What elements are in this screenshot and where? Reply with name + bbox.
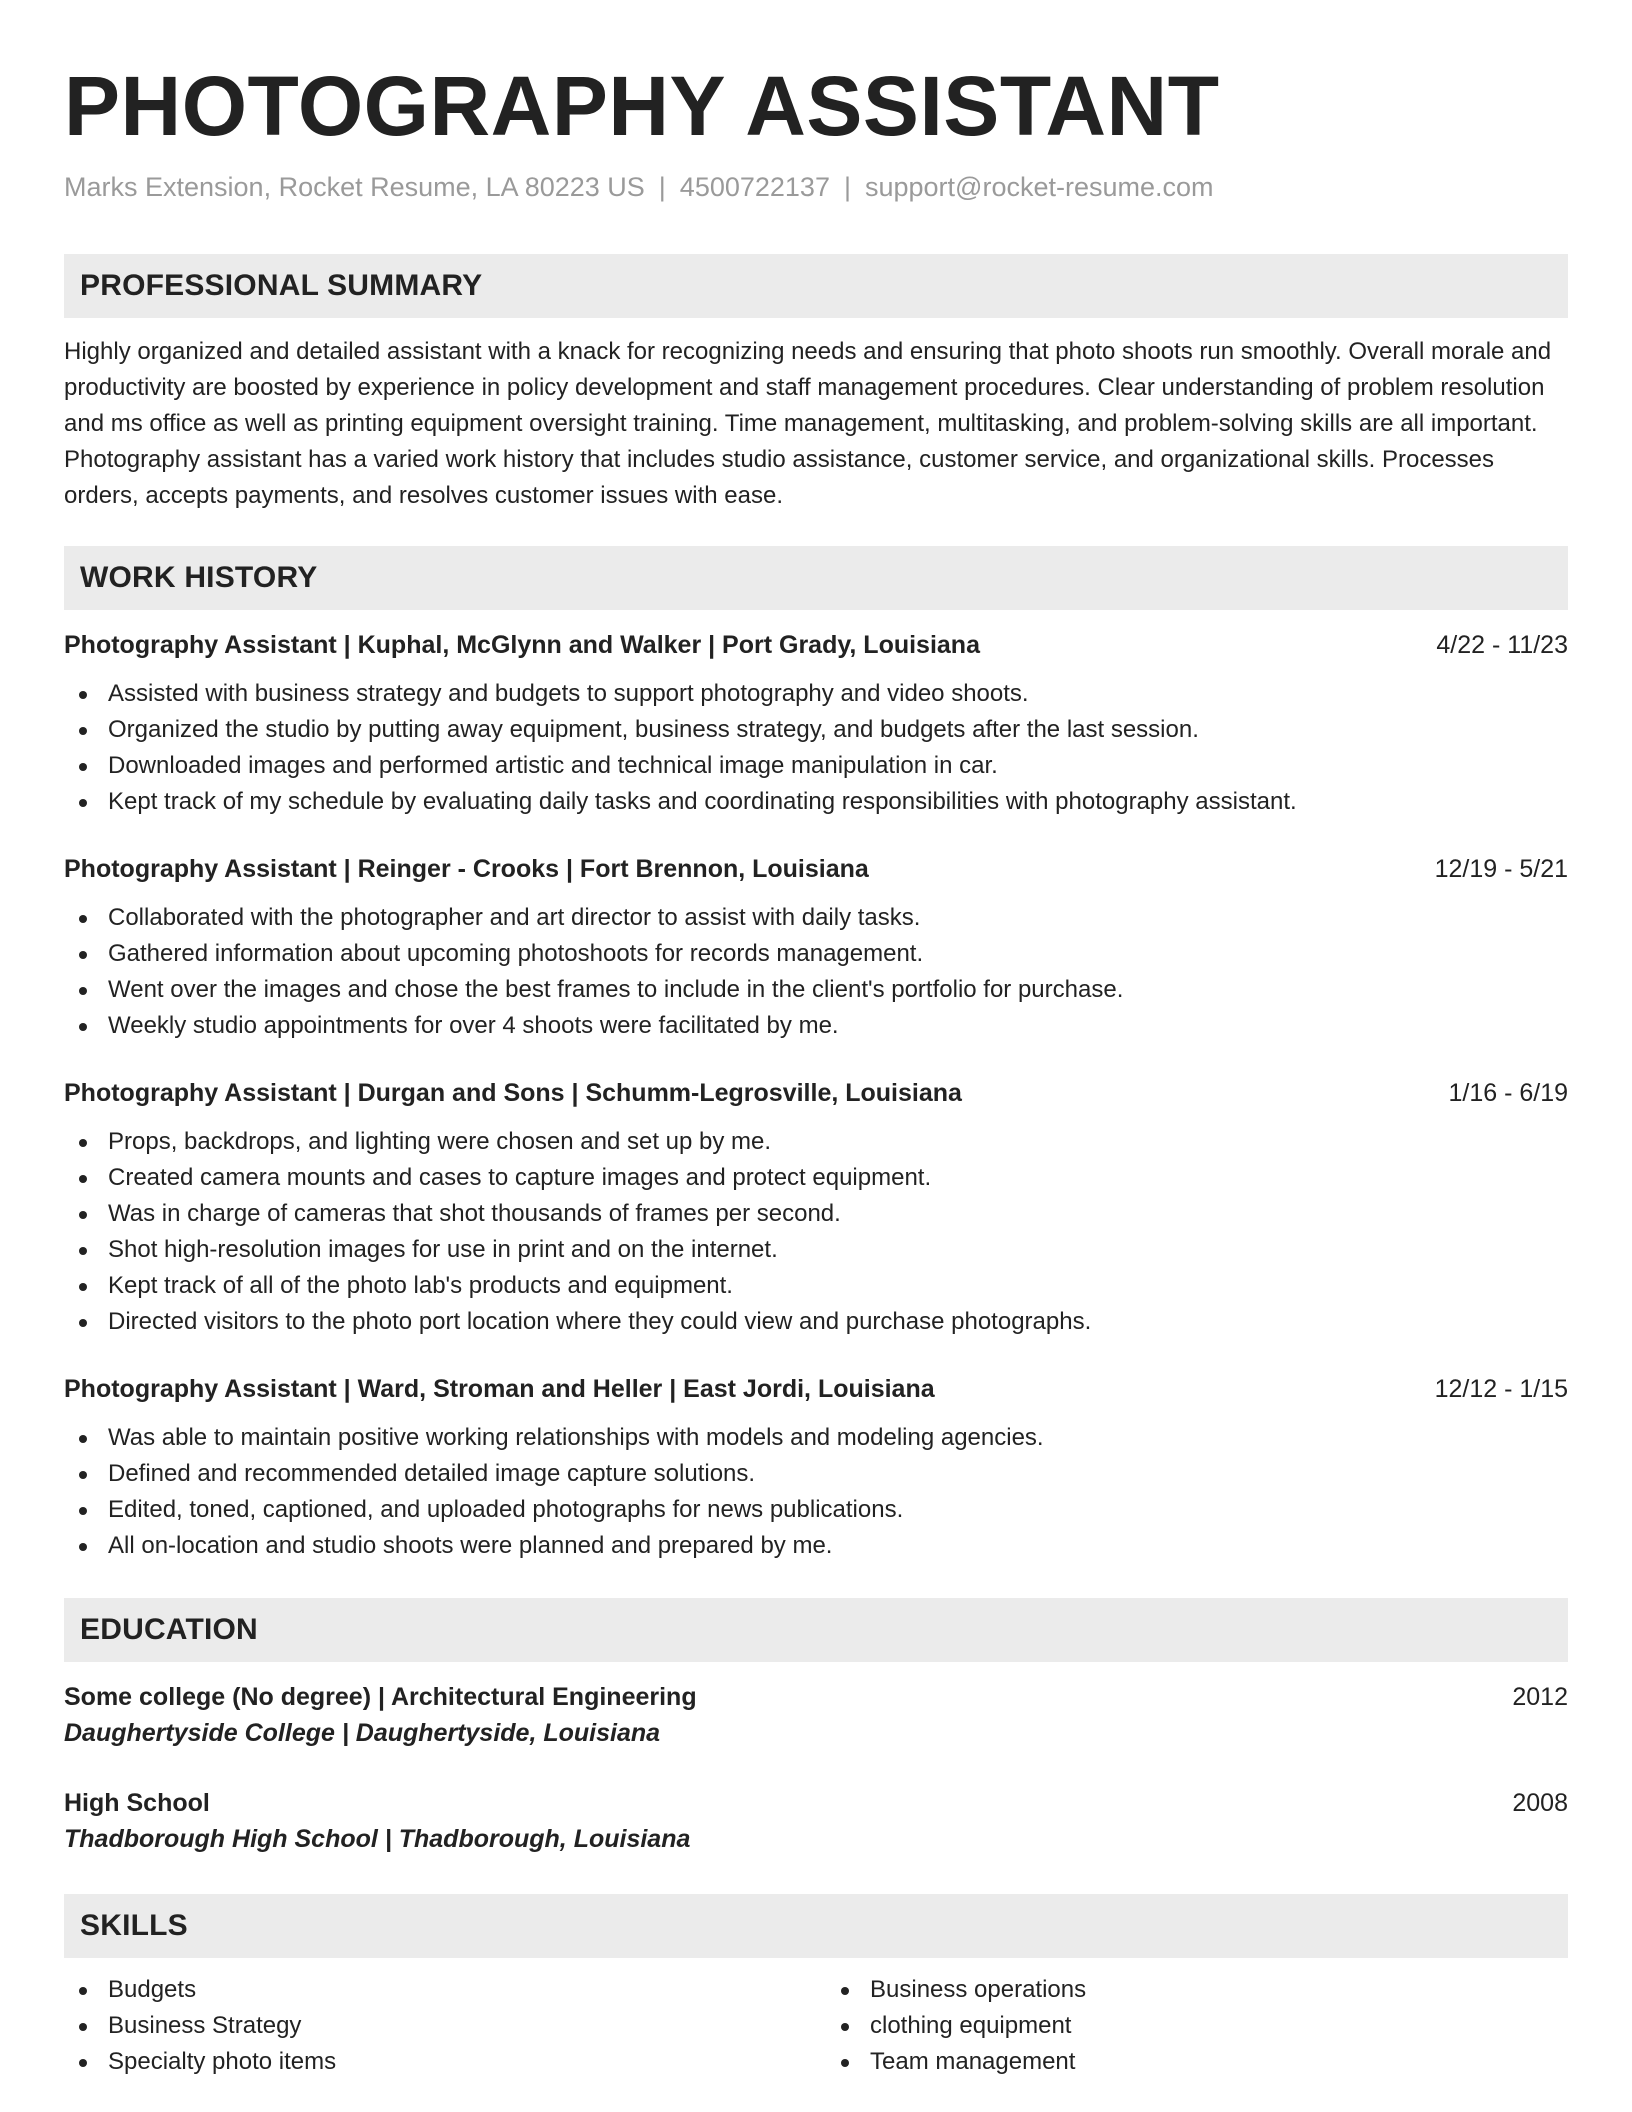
list-item	[826, 2008, 1568, 2044]
contact-email[interactable]: support@rocket-resume.com	[864, 172, 1214, 202]
list-item-text: Went over the images and chose the best frames to include in the client's portfolio for purchase.	[108, 976, 1124, 1003]
list-item	[826, 1972, 1568, 2008]
list-item-text: All on-location and studio shoots were planned and prepared by me.	[108, 1532, 833, 1559]
list-item	[64, 1304, 1568, 1340]
job-title: Photography Assistant | Reinger - Crooks | Fort Brennon, Louisiana	[64, 855, 869, 883]
job-header	[64, 852, 1568, 886]
bullet-dot-icon	[79, 1175, 87, 1183]
list-item-text: Was able to maintain positive working relationships with models and modeling agencies.	[108, 1424, 1044, 1451]
list-item	[64, 1160, 1568, 1196]
list-item	[64, 712, 1568, 748]
list-item-text: Created camera mounts and cases to capture images and protect equipment.	[108, 1164, 932, 1191]
job-bullets	[64, 1124, 1568, 1340]
list-item	[64, 1232, 1568, 1268]
list-item	[64, 1196, 1568, 1232]
bullet-dot-icon	[79, 2023, 87, 2031]
education-entry	[64, 1786, 1568, 1858]
bullet-dot-icon	[79, 2059, 87, 2067]
list-item	[64, 936, 1568, 972]
list-item-text: Kept track of all of the photo lab's products and equipment.	[108, 1272, 733, 1299]
list-item-text: Directed visitors to the photo port location where they could view and purchase photographs.	[108, 1308, 1092, 1335]
bullet-dot-icon	[79, 1023, 87, 1031]
contact-line	[64, 170, 1568, 204]
bullet-dot-icon	[79, 951, 87, 959]
bullet-dot-icon	[79, 1247, 87, 1255]
bullet-dot-icon	[79, 1507, 87, 1515]
skills-grid	[64, 1972, 1568, 2080]
education-degree: Some college (No degree) | Architectural Engineering	[64, 1683, 697, 1711]
list-item-text: Edited, toned, captioned, and uploaded photographs for news publications.	[108, 1496, 904, 1523]
list-item	[64, 748, 1568, 784]
job-entry	[64, 852, 1568, 1044]
bullet-dot-icon	[79, 1211, 87, 1219]
list-item	[64, 2044, 806, 2080]
list-item-text: Kept track of my schedule by evaluating daily tasks and coordinating responsibilities with photography assistant.	[108, 788, 1297, 815]
list-item-text: Was in charge of cameras that shot thousands of frames per second.	[108, 1200, 841, 1227]
bullet-dot-icon	[79, 1435, 87, 1443]
bullet-dot-icon	[79, 1543, 87, 1551]
education-school: Daughertyside College | Daughertyside, Louisiana	[64, 1719, 661, 1747]
contact-phone: 4500722137	[679, 172, 830, 202]
job-entry	[64, 1076, 1568, 1340]
candidate-name: PHOTOGRAPHY ASSISTANT	[64, 59, 1220, 153]
job-header	[64, 1372, 1568, 1406]
job-bullets	[64, 900, 1568, 1044]
job-header	[64, 1076, 1568, 1110]
bullet-dot-icon	[79, 1319, 87, 1327]
contact-address: Marks Extension, Rocket Resume, LA 80223 US	[64, 172, 645, 202]
list-item-text: Specialty photo items	[108, 2048, 337, 2075]
summary-text: Highly organized and detailed assistant with a knack for recognizing needs and ensuring that photo shoots run smoothly. Overall morale and productivity are boosted by experience in policy development and staff management procedures. Clear understanding of problem resolution and ms office as well as printing equipment oversight training. Time management, multitasking, and problem-solving skills are all important. Photography assistant has a varied work history that includes studio assistance, customer service, and organizational skills. Processes orders, accepts payments, and resolves customer issues with ease.	[64, 338, 1552, 509]
list-item-text: Team management	[870, 2048, 1076, 2075]
bullet-dot-icon	[79, 1139, 87, 1147]
list-item-text: Gathered information about upcoming photoshoots for records management.	[108, 940, 924, 967]
list-item	[64, 1492, 1568, 1528]
list-item	[64, 1124, 1568, 1160]
bullet-dot-icon	[79, 763, 87, 771]
bullet-dot-icon	[79, 727, 87, 735]
list-item	[64, 1528, 1568, 1564]
list-item	[64, 676, 1568, 712]
education-year: 2012	[1512, 1683, 1568, 1711]
section-header-skills: SKILLS	[64, 1894, 1568, 1958]
list-item-text: Weekly studio appointments for over 4 shoots were facilitated by me.	[108, 1012, 839, 1039]
job-bullets	[64, 1420, 1568, 1564]
list-item	[64, 1420, 1568, 1456]
list-item-text: Business Strategy	[108, 2012, 302, 2039]
job-header	[64, 628, 1568, 662]
bullet-dot-icon	[79, 915, 87, 923]
bullet-dot-icon	[79, 1283, 87, 1291]
bullet-dot-icon	[79, 987, 87, 995]
list-item	[64, 900, 1568, 936]
job-title: Photography Assistant | Durgan and Sons | Schumm-Legrosville, Louisiana	[64, 1079, 962, 1107]
list-item-text: Downloaded images and performed artistic and technical image manipulation in car.	[108, 752, 998, 779]
list-item	[64, 1268, 1568, 1304]
list-item	[64, 972, 1568, 1008]
bullet-dot-icon	[841, 1987, 849, 1995]
resume-page	[64, 56, 1568, 2080]
skills-column-right	[826, 1972, 1568, 2080]
job-bullets	[64, 676, 1568, 820]
job-entry	[64, 1372, 1568, 1564]
bullet-dot-icon	[79, 691, 87, 699]
education-year: 2008	[1512, 1789, 1568, 1817]
bullet-dot-icon	[841, 2059, 849, 2067]
bullet-dot-icon	[79, 1987, 87, 1995]
work-history-list	[64, 628, 1568, 1564]
skills-column-left	[64, 1972, 806, 2080]
list-item	[64, 2008, 806, 2044]
job-title: Photography Assistant | Ward, Stroman and Heller | East Jordi, Louisiana	[64, 1375, 935, 1403]
section-header-work-history: WORK HISTORY	[64, 546, 1568, 610]
job-dates: 12/19 - 5/21	[1434, 855, 1568, 883]
list-item-text: Defined and recommended detailed image capture solutions.	[108, 1460, 756, 1487]
list-item-text: Organized the studio by putting away equipment, business strategy, and budgets after the last session.	[108, 716, 1199, 743]
section-header-summary: PROFESSIONAL SUMMARY	[64, 254, 1568, 318]
job-dates: 12/12 - 1/15	[1434, 1375, 1568, 1403]
list-item	[64, 1008, 1568, 1044]
contact-separator: |	[658, 172, 666, 202]
section-header-education: EDUCATION	[64, 1598, 1568, 1662]
bullet-dot-icon	[79, 799, 87, 807]
education-entry	[64, 1680, 1568, 1752]
list-item-text: Business operations	[870, 1976, 1087, 2003]
bullet-dot-icon	[79, 1471, 87, 1479]
job-dates: 4/22 - 11/23	[1436, 631, 1568, 659]
list-item-text: Shot high-resolution images for use in print and on the internet.	[108, 1236, 778, 1263]
job-entry	[64, 628, 1568, 820]
education-school: Thadborough High School | Thadborough, Louisiana	[64, 1825, 691, 1853]
list-item-text: Props, backdrops, and lighting were chosen and set up by me.	[108, 1128, 772, 1155]
list-item-text: Collaborated with the photographer and art director to assist with daily tasks.	[108, 904, 921, 931]
job-dates: 1/16 - 6/19	[1448, 1079, 1568, 1107]
list-item-text: Assisted with business strategy and budgets to support photography and video shoots.	[108, 680, 1029, 707]
contact-separator: |	[843, 172, 851, 202]
list-item-text: clothing equipment	[870, 2012, 1072, 2039]
education-degree: High School	[64, 1789, 210, 1817]
job-title: Photography Assistant | Kuphal, McGlynn and Walker | Port Grady, Louisiana	[64, 631, 980, 659]
education-header	[64, 1680, 1568, 1714]
list-item	[64, 1972, 806, 2008]
list-item-text: Budgets	[108, 1976, 197, 2003]
education-header	[64, 1786, 1568, 1820]
list-item	[64, 784, 1568, 820]
education-list	[64, 1680, 1568, 1858]
bullet-dot-icon	[841, 2023, 849, 2031]
list-item	[64, 1456, 1568, 1492]
list-item	[826, 2044, 1568, 2080]
